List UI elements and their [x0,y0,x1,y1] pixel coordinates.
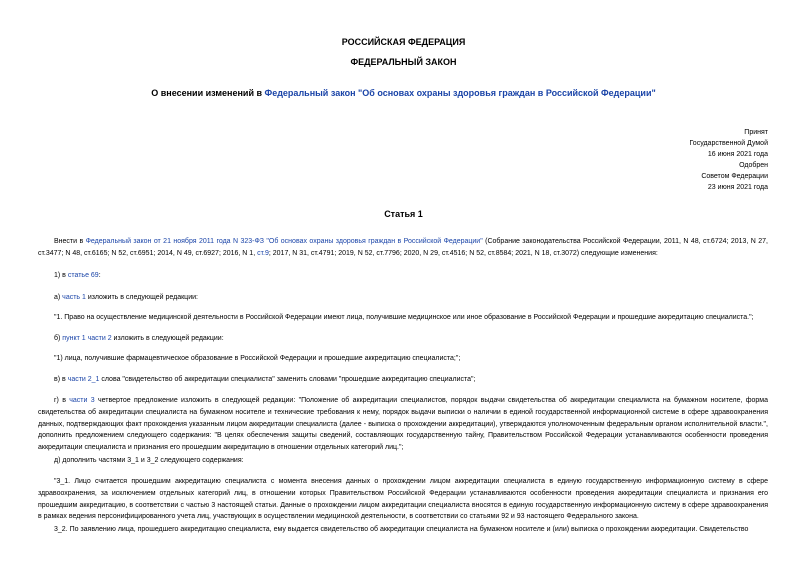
text: (Собрание законодательства Российской Федерации, 2011, N 48, ст.6724; 2013, N 27, ст.3477; N 48, ст.6165; N 52, ст.6951; 2014, N 49, ст.6927; 2016, N 1, [38,238,768,257]
item-g [38,395,768,454]
article-title: Статья 1 [384,209,423,219]
text: изложить в следующей редакции: [85,294,198,301]
text: г) в [54,397,70,404]
item-1 [38,270,768,282]
part-1-link[interactable]: часть 1 [62,294,86,301]
text: изложить в следующей редакции: [111,335,224,342]
text: Внести в [54,238,86,245]
acceptance-line: Советом Федерации [701,173,768,180]
item-a [38,292,768,304]
acceptance-line: 23 июня 2021 года [707,184,768,191]
acceptance-line: Принят [744,129,768,136]
text: : [98,272,101,279]
law-title-link[interactable]: Федеральный закон "Об основах охраны здоровья граждан в Российской Федерации" [264,88,656,98]
acceptance-block [628,127,768,193]
acceptance-line: Одобрен [739,162,768,169]
quote-2: "1) лица, получившие фармацевтическое образование в Российской Федерации и прошедшие аккредитацию специалиста;"; [54,355,461,362]
text: а) [54,294,63,301]
text: четвертое предложение изложить в следующей редакции: "Положение об аккредитации специалистов, порядок выдачи свидетельства об аккредитации специалиста на бумажном носителе, форма свидетельства об аккредитации специалиста на бумажном носителе и технические требования к нему, порядок выдачи выписки о наличии в единой государственной информационной системе в сфере здравоохранения данных, подтверждающих факт прохождения указанным лицом аккредитации специалиста (далее - выписка о прохождении аккредитации), утверждаются уполномоченным федеральным органом исполнительной власти.", дополнить предложением следующего содержания: "В целях обеспечения защиты сведений, составляющих государственную тайну, Правительством Российской Федерации устанавливаются особенности проведения аккредитации специалиста и признания его прошедшим аккредитацию в отношении отдельных категорий лиц."; [38,397,768,452]
st9-link[interactable]: ст.9 [257,249,269,257]
acceptance-line: 16 июня 2021 года [707,151,768,158]
law-title [0,88,807,98]
text: 1) в [54,272,68,279]
text: в) в [54,376,68,383]
item-v [38,374,768,386]
article-69-link[interactable]: статье 69 [67,272,99,279]
quote-1: "1. Право на осуществление медицинской деятельности в Российской Федерации имеют лица, получившие медицинское или иное образование в Российской Федерации и прошедшие аккредитацию специалиста."; [54,314,754,321]
text: б) [54,335,63,342]
text: слова "свидетельство об аккредитации специалиста" заменить словами "прошедшие аккредитацию специалиста"; [99,376,476,383]
header-law-type: ФЕДЕРАЛЬНЫЙ ЗАКОН [350,57,457,67]
part-2-1-link[interactable]: части 2_1 [67,376,100,383]
acceptance-line: Государственной Думой [689,140,768,147]
paragraph-intro [38,236,768,260]
law-title-prefix: О внесении изменений в [151,88,265,98]
item-b [38,333,768,345]
item-d: д) дополнить частями 3_1 и 3_2 следующего содержания: [54,457,244,464]
part-3-link[interactable]: части 3 [69,397,95,404]
part-2-link[interactable]: части 2 [87,335,112,342]
law-323-link[interactable]: Федеральный закон от 21 ноября 2011 года N 323-ФЗ "Об основах охраны здоровья граждан в Российской Федерации" [85,238,483,245]
point-1-link[interactable]: пункт 1 [62,335,86,342]
header-country: РОССИЙСКАЯ ФЕДЕРАЦИЯ [341,37,466,47]
quote-3: "3_1. Лицо считается прошедшим аккредитацию специалиста с момента внесения данных о прохождении лицом аккредитации специалиста в единую государственную информационную систему в сфере здравоохранения, за исключением отдельных категорий лиц, в отношении которых Правительством Российской Федерации устанавливаются особенности проведения аккредитации специалиста и признания его прошедшим аккредитацию, в соответствии с частью 3 настоящей статьи. Данные о прохождении лицом аккредитации специалиста вносятся в единую государственную информационную систему в сфере здравоохранения в рамках ведения персонифицированного учета лиц, участвующих в осуществлении медицинской деятельности, в соответствии со статьями 92 и 93 настоящего Федерального закона. [38,478,768,521]
text: ; 2017, N 31, ст.4791; 2019, N 52, ст.7796; 2020, N 29, ст.4516; N 52, ст.8584; 2021, N 18, ст.3072) следующие изменения: [268,249,658,257]
quote-4: 3_2. По заявлению лица, прошедшего аккредитацию специалиста, ему выдается свидетельство об аккредитации специалиста на бумажном носителе и (или) выписка о прохождении аккредитации. Свидетельство [54,526,749,533]
